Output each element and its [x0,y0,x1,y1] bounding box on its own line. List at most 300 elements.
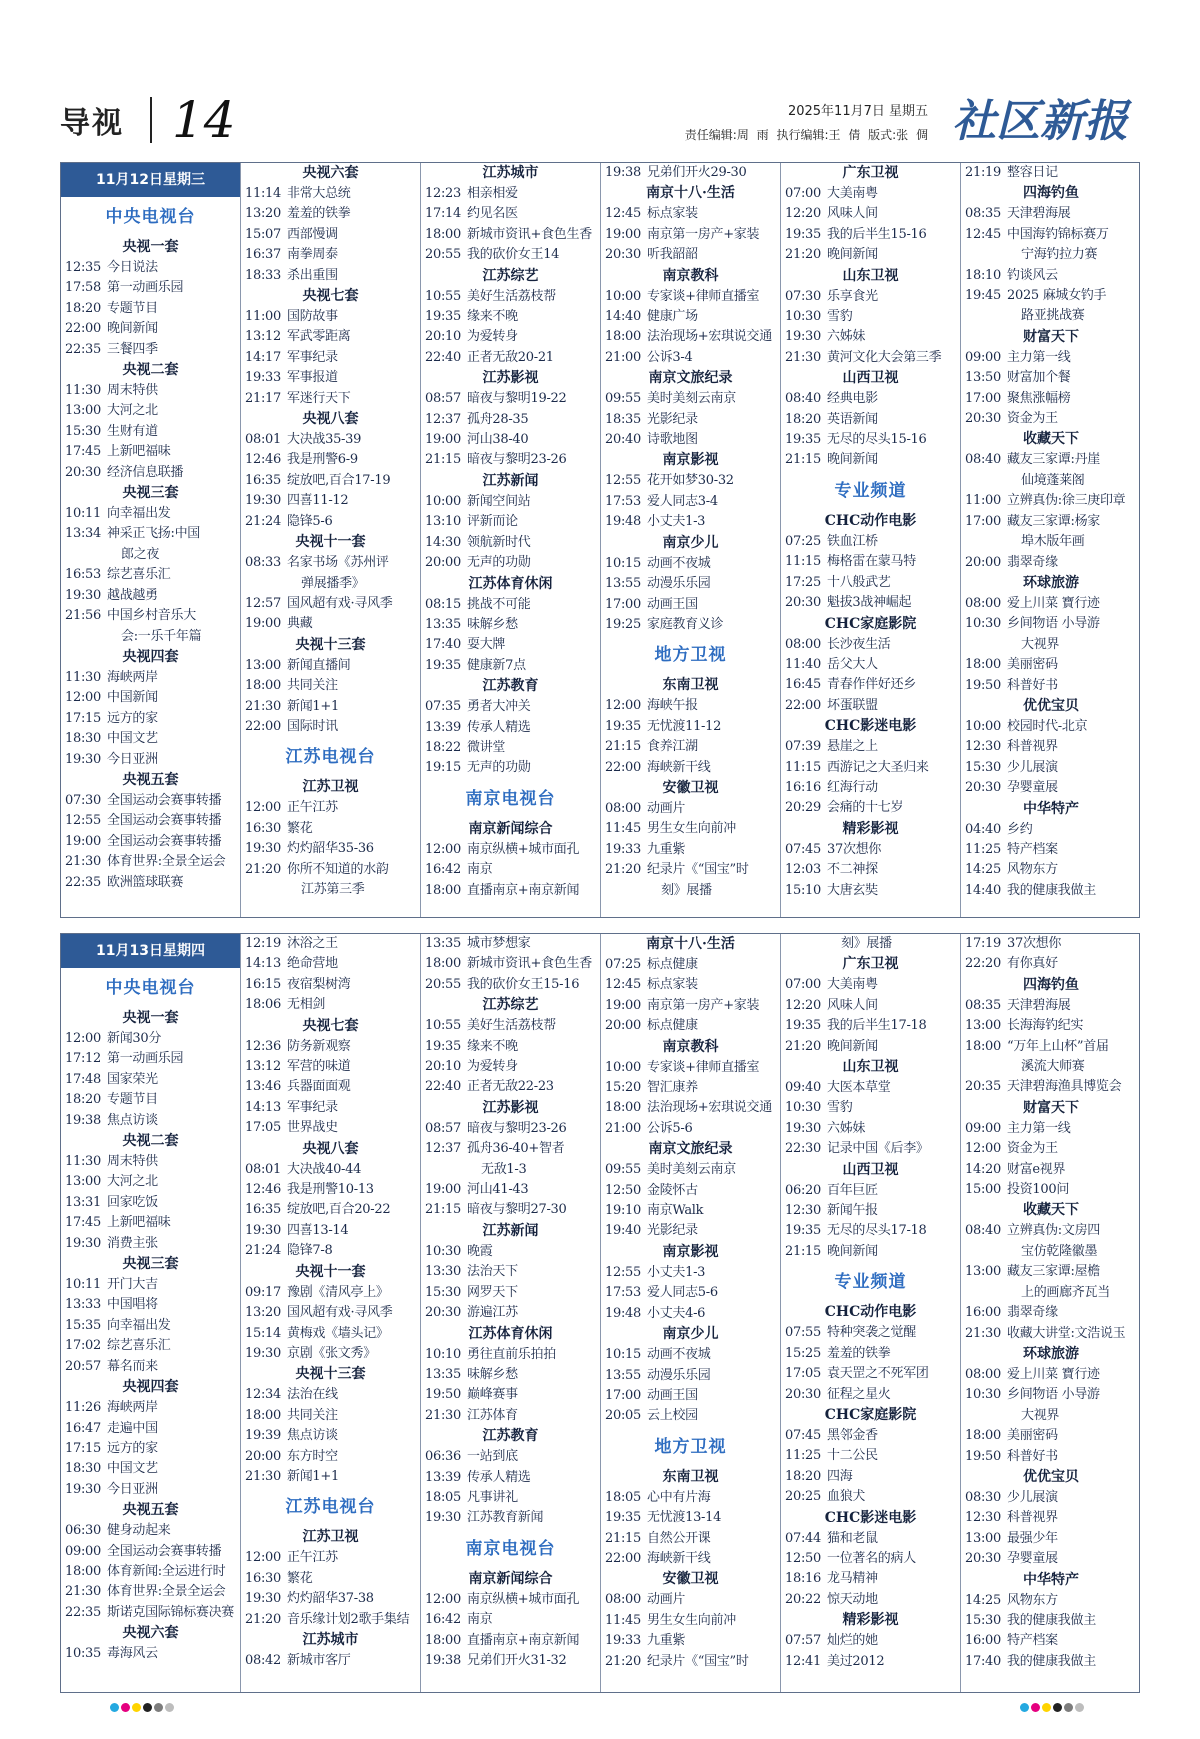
program-entry [601,1549,780,1569]
program-title: 37次想你 [1007,936,1062,951]
channel-name: 央视十一套 [295,1263,366,1280]
program-entry [241,954,420,974]
program-title: 绝命营地 [287,956,338,972]
program-entry [961,614,1141,634]
program-entry [241,1221,420,1241]
program-entry [421,697,600,717]
program-entry [241,1057,420,1077]
program-time: 19:38 [425,1652,461,1668]
program-title: 共同关注 [287,678,338,694]
program-time: 12:37 [425,411,461,427]
program-title: 光影纪录 [647,411,698,427]
program-entry [781,1119,960,1139]
program-title: 科普视界 [1007,739,1058,755]
program-title: 周末特供 [107,1154,158,1170]
program-entry [241,1077,420,1097]
program-entry [241,204,420,224]
program-time: 14:25 [965,1592,1001,1608]
program-entry [601,1283,780,1303]
program-time: 10:10 [425,1346,461,1362]
program-entry [241,1610,420,1630]
program-time: 12:00 [245,800,281,816]
registration-dot [1075,1703,1084,1712]
program-title: 美好生活荔枝帮 [467,288,556,304]
program-title: 新闻30分 [107,1031,162,1046]
program-entry [961,225,1141,245]
program-time: 17:00 [965,513,1001,529]
program-entry [601,287,780,307]
program-title: 天津碧海展 [1007,206,1071,222]
program-title: 悬崖之上 [827,739,878,755]
program-time: 21:20 [785,1038,821,1054]
program-title: 无声的功勋 [467,555,531,571]
channel-name: 中华特产 [1023,800,1079,817]
program-entry [421,1139,600,1159]
page-number: 14 [172,91,236,149]
program-title: 海峡两岸 [107,1400,158,1416]
program-title: 美过2012 [827,1653,885,1669]
program-entry [601,1263,780,1283]
program-entry [421,1468,600,1488]
program-entry [961,1529,1141,1549]
program-entry [781,307,960,327]
program-entry [601,307,780,327]
program-title: 海峡新干线 [647,759,711,775]
program-entry [781,184,960,204]
program-time: 19:30 [65,1481,101,1497]
program-entry [241,1160,420,1180]
program-title: 少儿展演 [1007,1489,1058,1505]
program-time: 07:44 [785,1530,821,1546]
program-time: 19:25 [605,616,641,632]
program-time: 15:35 [65,1317,101,1333]
program-title: 军事纪录 [287,1099,338,1115]
program-entry [421,656,600,676]
newspaper-logo [940,88,1140,152]
program-title: 国际时讯 [287,718,338,734]
program-time: 15:14 [245,1325,281,1341]
program-time: 19:48 [605,1305,641,1321]
program-time: 08:40 [785,391,821,407]
day-header: 11月13日星期四 [61,934,240,968]
program-time: 08:35 [965,997,1001,1013]
program-title: 晚间新闻 [827,1038,878,1054]
channel-name: 央视八套 [302,1140,359,1157]
program-title: 校园时代-北京 [1007,718,1088,734]
program-time: 20:30 [785,595,821,611]
program-entry [601,1201,780,1221]
program-time: 17:12 [65,1051,101,1067]
program-entry [961,717,1141,737]
program-title: 坏蛋联盟 [827,697,878,713]
program-time: 21:15 [605,1530,641,1546]
program-entry [961,1221,1141,1241]
program-entry [781,225,960,245]
program-title: 晚间新闻 [827,1243,878,1259]
program-entry [601,1631,780,1651]
program-title: 健康广场 [647,309,698,325]
program-title: 纪录片《“国宝”时 [647,1653,749,1669]
program-title: 法治天下 [467,1264,518,1280]
program-time: 19:33 [605,841,641,857]
program-entry [781,778,960,798]
program-entry [961,758,1141,778]
program-time: 15:30 [965,759,1001,775]
registration-dot [143,1703,152,1712]
program-entry [241,1548,420,1568]
program-title: 天津碧海渔具博览会 [1007,1079,1122,1095]
program-entry [61,1480,240,1500]
program-title: 智汇康养 [647,1080,698,1096]
channel-name: 中华特产 [1023,1571,1079,1588]
program-title: 大决战35-39 [287,432,362,448]
program-title: 藏友三家谭:丹崖 [1007,452,1100,468]
program-entry [61,1439,240,1459]
registration-dot [1053,1703,1062,1712]
program-time: 13:39 [425,719,461,735]
program-entry [241,839,420,859]
program-entry [241,266,420,286]
program-time: 19:00 [425,1182,461,1198]
program-entry [61,1090,240,1110]
program-time: 12:50 [785,1550,821,1566]
program-time: 21:30 [785,349,821,365]
schedule-column [781,163,961,917]
program-entry [961,881,1141,901]
program-entry [601,1652,780,1672]
program-title: 晚间新闻 [107,321,158,337]
program-title: 美丽密码 [1007,657,1058,673]
program-entry [781,1652,960,1672]
program-title: 聚焦涨幅榜 [1007,390,1071,406]
program-title: 风味人间 [827,206,878,222]
program-entry [961,1549,1141,1569]
program-entry [421,954,600,974]
program-entry [61,1316,240,1336]
program-title: 夜宿梨树湾 [287,976,351,992]
program-time: 17:19 [965,936,1001,951]
program-entry [961,1262,1141,1282]
program-entry [781,1181,960,1201]
program-title: 藏友三家谭:杨家 [1007,513,1100,529]
program-time: 20:30 [65,464,101,480]
program-entry [781,975,960,995]
program-title: 资金为王 [1007,1141,1058,1157]
program-entry [61,1562,240,1582]
program-entry [961,348,1141,368]
program-time: 19:30 [245,841,281,857]
program-time: 19:38 [65,1112,101,1128]
program-time: 12:45 [605,206,641,222]
program-time: 18:22 [425,739,461,755]
program-title: 无尽的尽头15-16 [827,432,927,448]
program-entry [421,1057,600,1077]
station-group-title: 专业频道 [834,480,907,501]
program-time: 16:15 [245,976,281,992]
program-title: 南京纵横+城市面孔 [467,1591,580,1607]
program-time: 12:00 [245,1550,281,1566]
program-time: 19:30 [245,1222,281,1238]
station-group-title: 专业频道 [834,1272,907,1293]
program-time: 16:00 [965,1633,1001,1649]
program-title: 大决战40-44 [287,1161,362,1177]
program-title: 投资100问 [1007,1182,1070,1198]
program-title: 暗夜与黎明23-26 [467,452,567,468]
program-entry [241,368,420,388]
program-time: 22:00 [605,1550,641,1566]
program-title: 乐享食光 [827,288,878,304]
program-entry [601,204,780,224]
program-title: 兵器面面观 [287,1079,351,1095]
program-title: 东方时空 [287,1448,338,1464]
program-time: 18:00 [425,226,461,242]
program-title: 名家书场《苏州评 [287,555,389,571]
program-entry [781,1549,960,1569]
program-entry [241,1324,420,1344]
program-title: 科普好书 [1007,1448,1058,1464]
program-title: 美时美刻云南京 [647,1162,736,1178]
schedule-column [61,934,241,1692]
program-time: 21:20 [605,1653,641,1669]
program-title: 主力第一线 [1007,349,1071,365]
program-entry [961,389,1141,409]
program-time: 16:42 [425,1612,461,1628]
program-entry [781,593,960,613]
header-divider [150,97,152,143]
program-title: 孕婴童展 [1007,1551,1058,1567]
program-title: 不二神探 [827,862,878,878]
program-entry [61,832,240,852]
program-time: 07:55 [785,1325,821,1341]
program-entry [61,1193,240,1213]
program-time: 22:20 [965,956,1001,972]
program-time: 13:12 [245,329,281,345]
program-time: 19:35 [605,1510,641,1526]
program-title: 标点家装 [647,206,698,222]
program-time: 20:30 [965,411,1001,427]
program-time: 18:00 [965,657,1001,673]
program-time: 18:00 [965,1428,1001,1444]
program-title: 生财有道 [107,423,158,439]
program-title: 风物东方 [1007,862,1058,878]
program-entry [421,1651,600,1671]
program-title: 灼灼韶华37-38 [287,1591,374,1607]
program-time: 19:30 [245,493,281,509]
program-time: 11:00 [245,309,281,325]
channel-name: CHC影迷电影 [824,1509,917,1526]
program-time: 11:40 [785,656,821,672]
channel-name: 山东卫视 [842,1059,899,1076]
program-time: 08:00 [965,595,1001,611]
schedule-column [421,163,601,917]
program-continuation: 上的画廊齐瓦当 [1021,1284,1110,1300]
program-entry [421,934,600,954]
program-title: 少儿展演 [1007,759,1058,775]
program-entry [601,1160,780,1180]
program-title: 晚霞 [467,1243,493,1259]
registration-dot [121,1703,130,1712]
program-title: 绽放吧,百合20-22 [287,1202,391,1218]
program-entry [241,1467,420,1487]
program-time: 10:15 [605,1347,641,1363]
program-time: 12:36 [245,1038,281,1054]
program-entry [781,1242,960,1262]
program-time: 17:58 [65,280,101,296]
program-entry [601,1119,780,1139]
program-entry [961,1077,1141,1097]
program-title: 正者无敌22-23 [467,1079,554,1095]
program-entry [601,389,780,409]
program-time: 21:20 [605,862,641,878]
program-entry [421,840,600,860]
program-time: 07:30 [785,288,821,304]
program-title: 国风超有戏·寻风季 [287,1305,393,1321]
program-entry [241,975,420,995]
program-title: 自然公开课 [647,1530,711,1546]
header-info [685,100,928,143]
program-time: 08:00 [605,1592,641,1608]
program-time: 17:45 [65,1215,101,1231]
program-time: 20:00 [965,554,1001,570]
program-entry [241,1118,420,1138]
program-time: 14:30 [425,534,461,550]
program-entry [781,696,960,716]
program-time: 21:30 [965,1325,1001,1341]
program-time: 08:57 [425,391,461,407]
program-entry [61,791,240,811]
schedule-section-day2 [60,933,1140,1693]
program-title: 长海海钓纪实 [1007,1018,1084,1034]
program-time: 18:00 [605,329,641,345]
channel-name: 山西卫视 [842,370,899,387]
program-entry [601,554,780,574]
program-entry [781,1078,960,1098]
program-entry [61,319,240,339]
program-time: 21:20 [785,247,821,263]
program-entry [961,450,1141,470]
program-continuation: 大视界 [1021,636,1060,652]
program-title: 欧洲篮球联赛 [107,874,184,890]
program-title: 三餐四季 [107,341,158,357]
program-title: 远方的家 [107,1440,158,1456]
program-entry [961,1488,1141,1508]
program-entry [781,1344,960,1364]
program-entry [61,1111,240,1131]
channel-name: 南京少儿 [662,1326,719,1343]
program-time: 22:35 [65,341,101,357]
program-entry [601,1386,780,1406]
program-title: 兄弟们开火31-32 [467,1652,567,1668]
channel-name: 东南卫视 [662,677,719,694]
program-time: 19:30 [425,1510,461,1526]
program-time: 21:30 [245,698,281,714]
program-entry [961,1180,1141,1200]
program-title: 标点健康 [647,1018,698,1034]
program-time: 20:05 [605,1408,641,1424]
program-time: 18:20 [65,1092,101,1108]
program-entry [61,1070,240,1090]
program-entry [961,1426,1141,1446]
program-title: 魁拔3战神崛起 [827,595,912,611]
program-time: 07:57 [785,1633,821,1649]
program-title: 新城市资讯+食色生香 [467,226,592,242]
program-title: 长沙夜生活 [827,636,891,652]
program-time: 20:29 [785,800,821,816]
program-entry [421,1508,600,1528]
program-entry [601,1016,780,1036]
channel-name: 四海钓鱼 [1023,976,1079,993]
program-title: 诗歌地图 [647,432,698,448]
program-time: 07:39 [785,739,821,755]
program-time: 08:57 [425,1120,461,1136]
program-time: 20:00 [245,1448,281,1464]
program-entry [781,327,960,347]
program-time: 19:48 [605,514,641,530]
program-title: 全国运动会赛事转播 [107,1543,222,1559]
program-time: 18:00 [605,1100,641,1116]
program-time: 08:00 [605,800,641,816]
registration-dot [1042,1703,1051,1712]
color-registration-right [1020,1703,1084,1712]
program-entry [781,758,960,778]
program-time: 19:00 [245,616,281,632]
program-entry [421,718,600,738]
program-title: 动画不夜城 [647,1347,711,1363]
program-time: 16:37 [245,247,281,263]
program-title: 南京Walk [647,1203,704,1219]
program-time: 09:55 [605,391,641,407]
channel-name: 央视七套 [302,288,359,305]
program-title: 猫和老鼠 [827,1530,878,1546]
day-header: 11月12日星期三 [61,163,240,197]
program-time: 12:23 [425,186,461,201]
program-title: 直播南京+南京新闻 [467,882,580,898]
program-title: 中国海钓锦标赛万 [1007,226,1109,242]
program-title: 挑战不可能 [467,596,531,612]
program-entry [241,1180,420,1200]
program-entry [781,1487,960,1507]
program-entry [421,1119,600,1139]
program-entry [601,1098,780,1118]
program-time: 08:30 [965,1489,1001,1505]
program-title: 羞羞的铁拳 [827,1345,891,1361]
program-title: 无尽的尽头17-18 [827,1223,927,1239]
channel-name: 精彩影视 [842,1612,899,1629]
program-continuation: 刻》展播 [661,882,712,898]
program-title: 心中有片海 [647,1489,711,1505]
program-time: 12:45 [965,226,1001,242]
program-time: 12:50 [605,1182,641,1198]
program-entry [61,852,240,872]
program-time: 14:17 [245,349,281,365]
program-title: 中国文艺 [107,1461,158,1477]
program-entry [421,1200,600,1220]
program-title: 南拳周泰 [287,247,338,263]
program-title: 网罗天下 [467,1284,518,1300]
program-entry [601,1406,780,1426]
channel-name: 南京影视 [662,452,719,469]
program-title: 幕名而来 [107,1358,158,1374]
program-time: 18:35 [605,411,641,427]
issue-date: 2025年11月7日 星期五 [787,104,928,119]
program-title: 微讲堂 [467,739,506,755]
program-time: 11:25 [785,1448,821,1464]
program-time: 11:14 [245,186,281,201]
program-time: 17:15 [65,1440,101,1456]
program-entry [421,1180,600,1200]
program-title: 公诉5-6 [647,1120,693,1136]
program-title: 钓谈风云 [1007,267,1058,283]
